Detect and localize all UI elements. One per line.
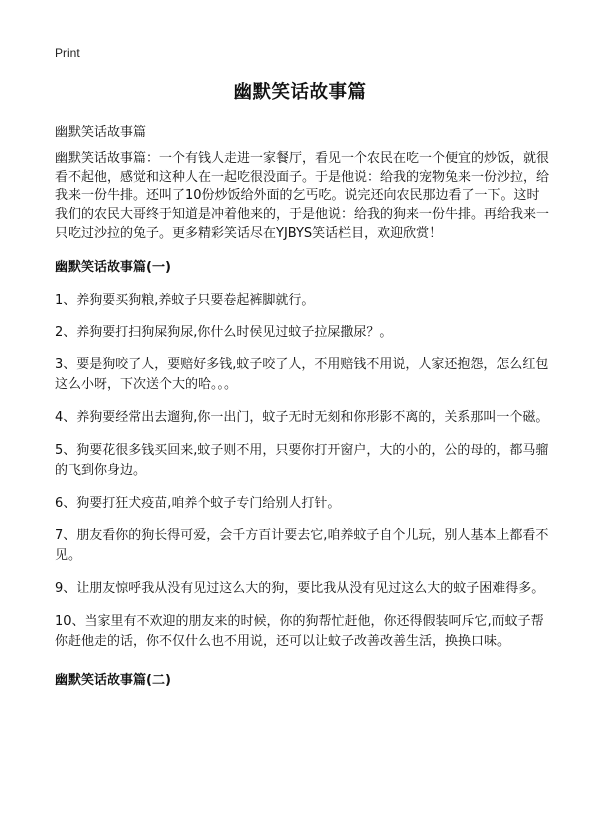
page-title: 幽默笑话故事篇 [233, 82, 367, 103]
joke-item-1: 1、养狗要买狗粮,养蚊子只要卷起裤脚就行。 [55, 292, 315, 308]
joke-item-4: 4、养狗要经常出去遛狗,你一出门，蚊子无时无刻和你形影不离的，关系那叫一个磁。 [55, 409, 549, 425]
page-subtitle: 幽默笑话故事篇 [55, 125, 147, 140]
joke-item-7: 7、朋友看你的狗长得可爱，会千方百计要去它,咱养蚊子自个儿玩，别人基本上都看不见。 [55, 527, 549, 563]
joke-item-2: 2、养狗要打扫狗屎狗尿,你什么时侯见过蚊子拉屎撒尿？。 [55, 324, 393, 340]
joke-item-3: 3、要是狗咬了人，要赔好多钱,蚊子咬了人，不用赔钱不用说，人家还抱怨，怎么红包这么小呀，下次送个大的哈。。。 [55, 356, 549, 392]
joke-item-9: 9、让朋友惊呼我从没有见过这么大的狗，要比我从没有见过这么大的蚊子困难得多。 [55, 580, 545, 596]
section-heading-2: 幽默笑话故事篇(二) [55, 672, 171, 688]
article-body [55, 150, 549, 704]
joke-item-10: 10、当家里有不欢迎的朋友来的时候，你的狗帮忙赶他，你还得假装呵斥它,而蚊子帮你赶他走的话，你不仅什么也不用说，还可以让蚊子改善改善生活，换换口味。 [55, 613, 544, 649]
joke-item-5: 5、狗要花很多钱买回来,蚊子则不用，只要你打开窗户，大的小的，公的母的，都马骝的飞到你身边。 [55, 442, 549, 478]
print-link[interactable]: Print [55, 46, 80, 60]
section-heading-1: 幽默笑话故事篇(一) [55, 259, 171, 275]
joke-item-6: 6、狗要打狂犬疫苗,咱养个蚊子专门给别人打针。 [55, 495, 341, 511]
intro-paragraph: 幽默笑话故事篇：一个有钱人走进一家餐厅，看见一个农民在吃一个便宜的炒饭，就很看不起他，感觉和这种人在一起吃很没面子。于是他说：给我的宠物兔来一份沙拉，给我来一份牛排。还叫了10份炒饭给外面的乞丐吃。说完还向农民那边看了一下。这时我们的农民大哥终于知道是冲着他来的，于是他说：给我的狗来一份牛排。再给我来一只吃过沙拉的兔子。更多精彩笑话尽在YJBYS笑话栏目，欢迎欣赏！ [55, 151, 550, 241]
